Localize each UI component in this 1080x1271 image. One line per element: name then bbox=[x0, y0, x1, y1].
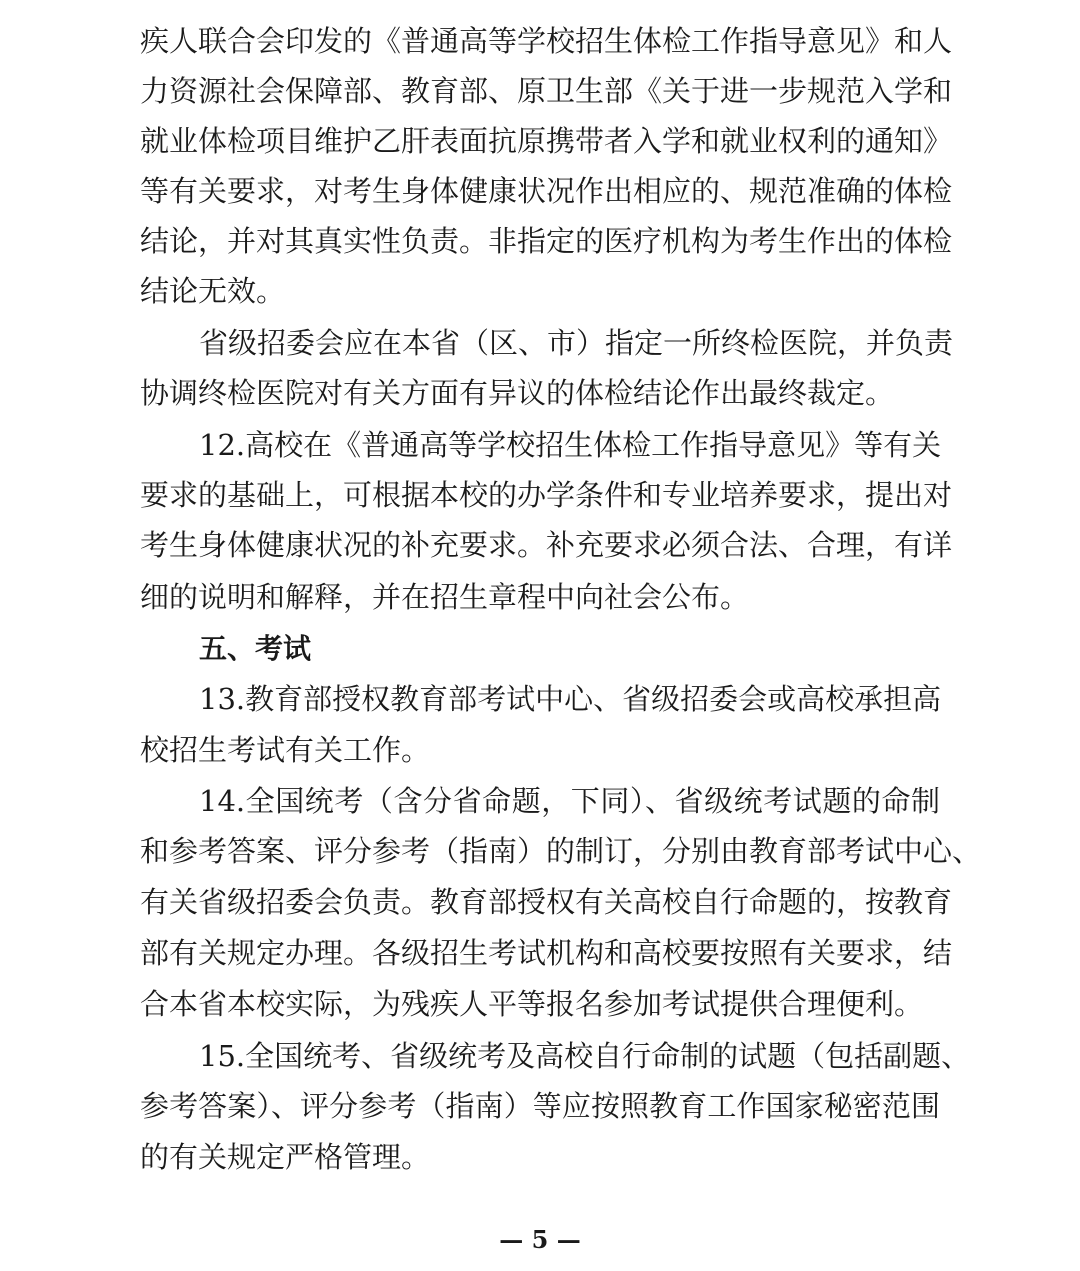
text-line: 有关省级招委会负责。教育部授权有关高校自行命题的，按教育 bbox=[140, 885, 953, 919]
paragraph-first-line: 省级招委会应在本省（区、市）指定一所终检医院，并负责 bbox=[199, 326, 954, 360]
paragraph-first-line: 14.全国统考（含分省命题，下同）、省级统考试题的命制 bbox=[199, 784, 940, 818]
text-line: 等有关要求，对考生身体健康状况作出相应的、规范准确的体检 bbox=[140, 174, 953, 208]
text-line: 部有关规定办理。各级招生考试机构和高校要按照有关要求，结 bbox=[140, 936, 953, 970]
section-heading: 五、考试 bbox=[199, 632, 312, 665]
text-line: 协调终检医院对有关方面有异议的体检结论作出最终裁定。 bbox=[140, 376, 895, 410]
text-line: 结论，并对其真实性负责。非指定的医疗机构为考生作出的体检 bbox=[140, 224, 953, 258]
text-line: 和参考答案、评分参考（指南）的制订，分别由教育部考试中心、 bbox=[140, 834, 982, 868]
text-line: 参考答案）、评分参考（指南）等应按照教育工作国家秘密范围 bbox=[140, 1089, 940, 1123]
text-line: 考生身体健康状况的补充要求。补充要求必须合法、合理，有详 bbox=[140, 528, 953, 562]
text-line: 合本省本校实际，为残疾人平等报名参加考试提供合理便利。 bbox=[140, 987, 924, 1021]
text-line: 要求的基础上，可根据本校的办学条件和专业培养要求，提出对 bbox=[140, 478, 953, 512]
text-line: 的有关规定严格管理。 bbox=[140, 1140, 431, 1174]
text-line: 力资源社会保障部、教育部、原卫生部《关于进一步规范入学和 bbox=[140, 74, 953, 108]
paragraph-first-line: 13.教育部授权教育部考试中心、省级招委会或高校承担高 bbox=[199, 682, 942, 716]
text-line: 就业体检项目维护乙肝表面抗原携带者入学和就业权利的通知》 bbox=[140, 124, 953, 158]
text-line: 校招生考试有关工作。 bbox=[140, 733, 431, 767]
text-line: 疾人联合会印发的《普通高等学校招生体检工作指导意见》和人 bbox=[140, 24, 953, 58]
page-number: — 5 — bbox=[499, 1225, 581, 1254]
paragraph-first-line: 12.高校在《普通高等学校招生体检工作指导意见》等有关 bbox=[199, 428, 942, 462]
paragraph-first-line: 15.全国统考、省级统考及高校自行命制的试题（包括副题、 bbox=[199, 1039, 971, 1073]
text-line: 细的说明和解释，并在招生章程中向社会公布。 bbox=[140, 580, 750, 614]
text-line: 结论无效。 bbox=[140, 274, 286, 308]
